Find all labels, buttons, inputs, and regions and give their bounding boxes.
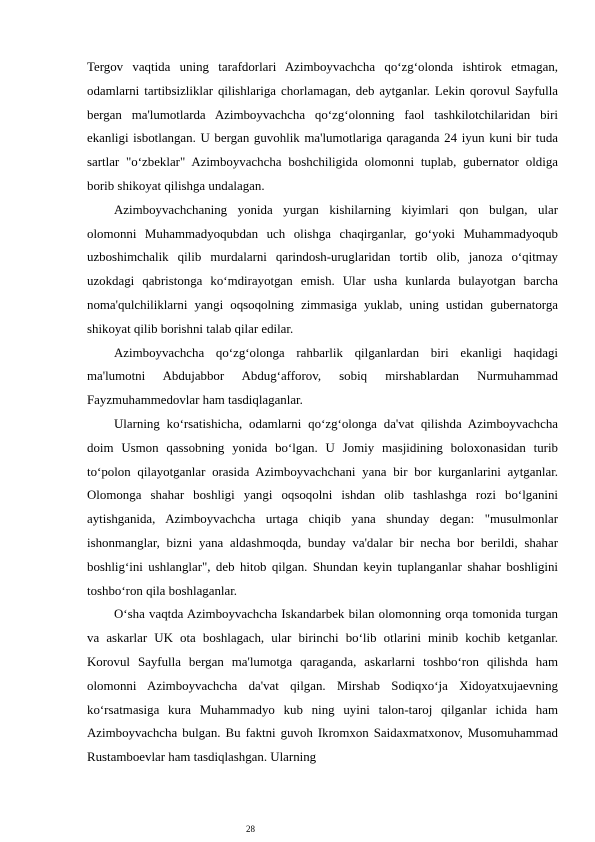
paragraph-5: O‘sha vaqtda Azimboyvachcha Iskandarbek bilan olomonning orqa tomonida turgan va askarlar UK ota boshlagach, ular birinchi bo‘lib otlarini minib kochib ketganlar. Korovul Sayfulla bergan ma'lumotga qaraganda, askarlarni toshbo‘ron qilishda ham olomonni Azimboyvachcha da'vat qilgan. Mirshab Sodiqxo‘ja Xidoyatxujaevning ko‘rsatmasiga kura Muhammadyo kub ning uyini talon-taroj qilganlar ichida ham Azimboyvachcha bulgan. Bu faktni guvoh Ikromxon Saidaxmatxonov, Musomuhammad Rustamboevlar ham tasdiqlashgan. Ularning [87,607,558,765]
paragraph-2: Azimboyvachchaning yonida yurgan kishilarning kiyimlari qon bulgan, ular olomonni Muhammadyoqubdan uch olishga chaqirganlar, go‘yoki Muhammadyoqub uzboshimchalik qilib murdalarni qarindosh-uruglaridan tortib olib, janoza o‘qitmay uzokdagi qabristonga ko‘mdirayotgan emish. Ular usha kunlarda bulayotgan barcha noma'qulchiliklarni yangi oqsoqolning zimmasiga yuklab, uning ustidan gubernatorga shikoyat qilib borishni talab qilar edilar. [87,202,558,336]
body-text [87,56,558,770]
paragraph-3: Azimboyvachcha qo‘zg‘olonga rahbarlik qilganlardan biri ekanligi haqidagi ma'lumotni Abdujabbor Abdug‘afforov, sobiq mirshablardan Nurmuhammad Fayzmuhammedovlar ham tasdiqlaganlar. [87,345,558,408]
page-number: 28 [246,824,255,834]
paragraph-4: Ularning ko‘rsatishicha, odamlarni qo‘zg‘olonga da'vat qilishda Azimboyvachcha doim Usmon qassobning yonida bo‘lgan. U Jomiy masjidining boloxonasidan turib to‘polon qilayotganlar orasida Azimboyvachchani yana bir bor kurganlarini aytganlar. Olomonga shahar boshligi yangi oqsoqolni ishdan olib tashlashga rozi bo‘lganini aytishganida, Azimboyvachcha urtaga chiqib yana shunday degan: "musulmonlar ishonmanglar, bizni yana aldashmoqda, bunday va'dalar bir necha bor berildi, shahar boshlig‘ini ushlanglar", deb hitob qilgan. Shundan keyin tuplanganlar shahar boshligini toshbo‘ron qila boshlaganlar. [87,416,558,598]
paragraph-1: Tergov vaqtida uning tarafdorlari Azimboyvachcha qo‘zg‘olonda ishtirok etmagan, odamlarni tartibsizliklar qilishlariga chorlamagan, deb aytganlar. Lekin qorovul Sayfulla bergan ma'lumotlarda Azimboyvachcha qo‘zg‘olonning faol tashkilotchilaridan biri ekanligi isbotlangan. U bergan guvohlik ma'lumotlariga qaraganda 24 iyun kuni bir tuda sartlar "o‘zbeklar" Azimboyvachcha boshchiligida olomonni tuplab, gubernator oldiga borib shikoyat qilishga undalagan. [87,60,558,193]
